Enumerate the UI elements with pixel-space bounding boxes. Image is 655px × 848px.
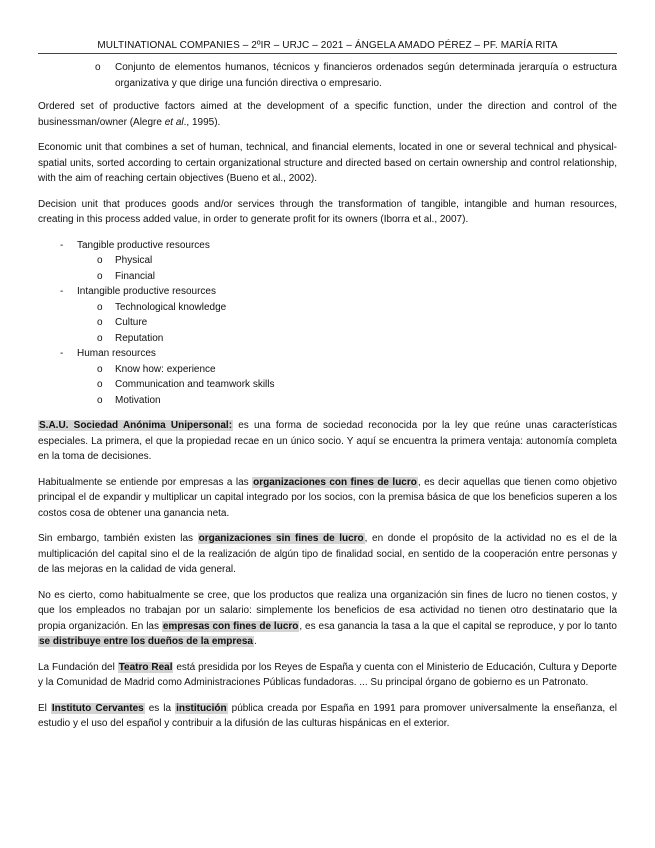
resource-group-human (38, 346, 617, 408)
paragraph-text: El (38, 702, 51, 714)
bullet-marker: o (95, 62, 101, 73)
resources-list (38, 238, 617, 409)
highlighted-term: organizaciones con fines de lucro (253, 476, 417, 488)
paragraph-text: No es cierto, como habitualmente se cree, que los productos que realiza una organización sin fines de lucro no tienen costos, y que los empleados no trabajan por un salario: simplemente los beneficios de esa actividad no tienen otro destinatario que la propia organización. En las (38, 589, 617, 632)
paragraph-sin-fines-de-lucro (38, 531, 617, 578)
list-item-text: Communication and teamwork skills (115, 379, 275, 390)
definition-bueno: Economic unit that combines a set of human, technical, and financial elements, located in one or several technical and physical-spatial units, sorted according to certain organizational structure and directed based on certain ownership and control relationship, with the aim of reaching certain objectives (Bueno et al., 2002). (38, 142, 617, 184)
paragraph-text: está presidida por los Reyes de España y cuenta con el Ministerio de Educación, Cultura y Deporte y la Comunidad de Madrid como Administraciones Públicas fundadoras. ... Su principal órgano de gobierno es un Patronato. (38, 661, 617, 688)
highlighted-term: Instituto Cervantes (51, 702, 144, 714)
resource-group-label: Tangible productive resources (77, 239, 210, 251)
resource-sublist (77, 253, 617, 284)
paragraph-instituto-cervantes (38, 701, 617, 732)
paragraph-text: , en donde el propósito de la actividad no es el de la multiplicación del capital sino el de la realización de algún tipo de finalidad social, en sentido de la cooperación entre personas y de las mejoras en la calidad de vida general. (38, 533, 617, 575)
paragraph-text: , es decir aquellas que tienen como objetivo principal el de expandir y multiplicar un capital integrado por los socios, con la premisa básica de que los beneficios superen a los costos cosa de obtener una ganancia neta. (38, 476, 617, 519)
highlighted-term: empresas con fines de lucro (162, 620, 299, 632)
list-item (77, 253, 617, 269)
list-item-text: Technological knowledge (115, 301, 227, 313)
dash-marker: - (60, 348, 64, 359)
list-item (77, 315, 617, 331)
definition-alegre (38, 99, 617, 130)
bullet-marker: o (97, 255, 103, 266)
resource-group-label: Intangible productive resources (77, 286, 216, 297)
highlighted-term: Teatro Real (118, 661, 173, 673)
document-body (38, 60, 617, 742)
paragraph-text: Sin embargo, también existen las (38, 533, 198, 544)
resource-sublist (77, 362, 617, 409)
bullet-marker: o (97, 394, 103, 406)
list-item (77, 269, 617, 285)
paragraph-fines-de-lucro (38, 475, 617, 522)
spanish-definition-text: Conjunto de elementos humanos, técnicos y financieros ordenados según determinada jerarquía o estructura organizativa y que dirige una función directiva o empresario. (115, 62, 617, 89)
list-item (77, 331, 617, 347)
page-header: MULTINATIONAL COMPANIES – 2ºIR – URJC – 2021 – ÁNGELA AMADO PÉREZ – PF. MARÍA RITA (97, 40, 558, 51)
definition-citation: ., 1995). (183, 116, 221, 128)
bullet-marker: o (97, 363, 103, 375)
list-item-text: Financial (115, 270, 156, 282)
bullet-marker: o (97, 332, 103, 344)
bullet-marker: o (97, 317, 103, 328)
list-item (77, 393, 617, 409)
list-item-text: Motivation (115, 394, 161, 406)
definition-iborra: Decision unit that produces goods and/or services through the transformation of tangible, intangible and human resources, creating in this process added value, in order to generate profit for its owners (Iborra et al., 2007). (38, 198, 617, 225)
bullet-marker: o (97, 379, 103, 390)
spanish-definition-item (38, 60, 617, 91)
resource-group-intangible (38, 284, 617, 346)
highlighted-term: S.A.U. Sociedad Anónima Unipersonal: (39, 420, 233, 431)
header-divider (38, 53, 617, 54)
highlighted-term: institución (176, 702, 227, 714)
bullet-marker: o (97, 270, 103, 282)
highlighted-term: organizaciones sin fines de lucro (198, 533, 364, 544)
list-item-text: Culture (115, 317, 148, 328)
list-item-text: Physical (115, 255, 153, 266)
paragraph-text: es la (144, 702, 176, 714)
et-al-italic: et al (164, 116, 184, 128)
paragraph-text: , es esa ganancia la tasa a la que el capital se reproduce, y por lo tanto (299, 620, 617, 632)
paragraph-text: . (253, 636, 257, 647)
paragraph-text: pública creada por España en 1991 para promover universalmente la enseñanza, el estudio y el uso del español y contribuir a la difusión de las culturas hispánicas en el exterior. (38, 702, 617, 729)
bullet-marker: o (97, 301, 103, 313)
dash-marker: - (60, 239, 64, 251)
paragraph-teatro-real (38, 660, 617, 691)
resource-group-label: Human resources (77, 348, 156, 359)
resource-group-tangible (38, 238, 617, 285)
list-item (77, 300, 617, 316)
dash-marker: - (60, 286, 64, 297)
list-item (77, 362, 617, 378)
list-item-text: Know how: experience (115, 363, 216, 375)
paragraph-text: La Fundación del (38, 661, 118, 673)
highlighted-term: se distribuye entre los dueños de la empresa (39, 636, 253, 647)
resource-sublist (77, 300, 617, 347)
definition-text: Ordered set of productive factors aimed at the development of a specific function, under the direction and control of the businessman/owner (Alegre (38, 101, 617, 128)
list-item-text: Reputation (115, 332, 164, 344)
list-item (77, 377, 617, 393)
paragraph-text: Habitualmente se entiende por empresas a las (38, 476, 253, 488)
paragraph-no-es-cierto (38, 588, 617, 650)
paragraph-sau (38, 418, 617, 465)
paragraph-text: es una forma de sociedad reconocida por la ley que reúne unas características especiales. La primera, el que la propiedad recae en un único socio. Y aquí se encuentra la primera ventaja: autonomía completa en la toma de decisiones. (38, 420, 617, 462)
